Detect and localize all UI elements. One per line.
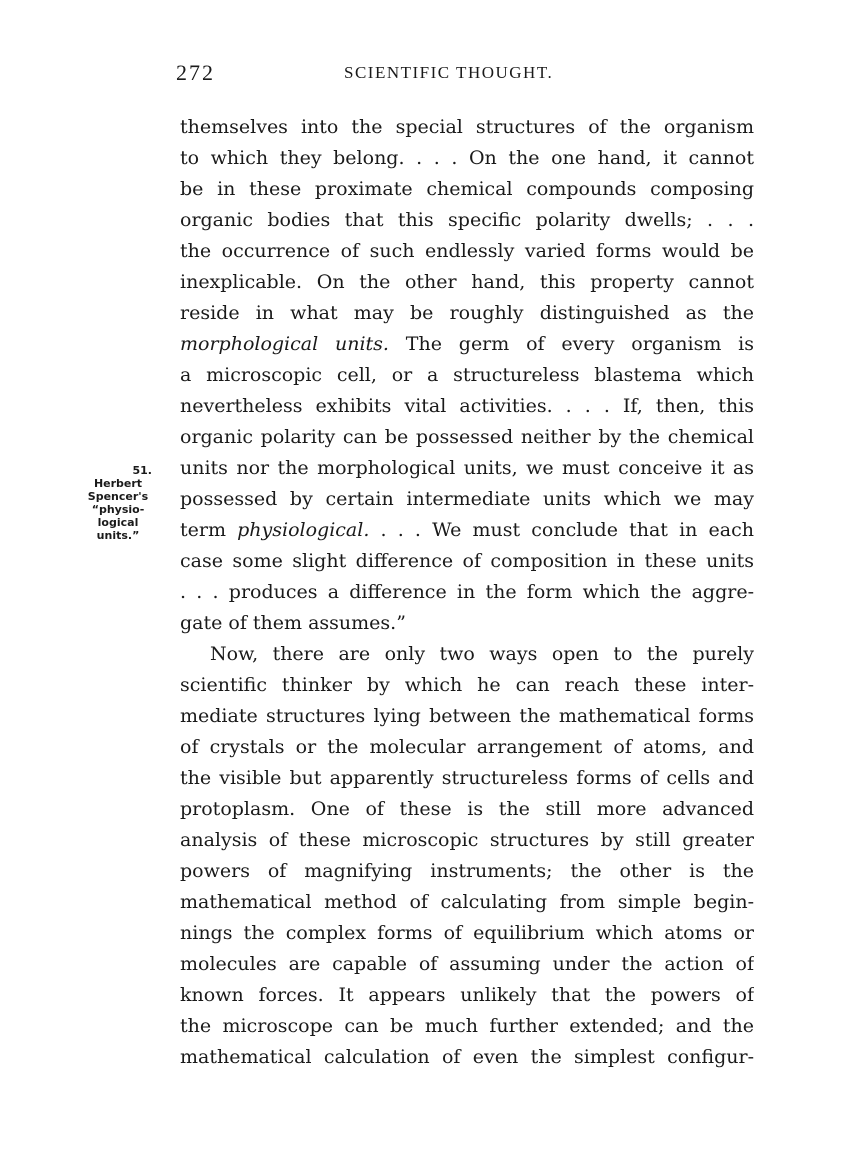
- running-head: [176, 60, 750, 90]
- text-line: analysis of these microscopic structures by still greater: [180, 829, 754, 851]
- text-line: themselves into the special structures of the organism: [180, 116, 754, 138]
- text-line: the visible but apparently structureless forms of cells and: [180, 767, 754, 789]
- text-line: nings the complex forms of equilibrium which atoms or: [180, 922, 754, 944]
- margin-note-line: “physio-: [91, 503, 145, 516]
- text-line: case some slight difference of composition in these units: [180, 550, 754, 572]
- text-line: molecules are capable of assuming under the action of: [180, 953, 754, 975]
- italic-text: physiological.: [237, 519, 370, 541]
- margin-note-line: units.”: [96, 529, 140, 542]
- text-line: scientific thinker by which he can reach these inter-: [180, 674, 754, 696]
- italic-text: morphological units.: [180, 333, 389, 355]
- text-run: . . . We must conclude that in each: [369, 519, 754, 541]
- text-line: nevertheless exhibits vital activities. . . . If, then, this: [180, 395, 754, 417]
- text-line: organic bodies that this specific polarity dwells; . . .: [180, 209, 754, 231]
- text-run: The germ of every organism is: [388, 333, 754, 355]
- text-line: of crystals or the molecular arrangement of atoms, and: [180, 736, 754, 758]
- text-line: possessed by certain intermediate units which we may: [180, 488, 754, 510]
- text-line: [180, 515, 754, 546]
- text-line: a microscopic cell, or a structureless blastema which: [180, 364, 754, 386]
- margin-note-line: Spencer's: [87, 490, 149, 503]
- margin-note: [78, 464, 158, 542]
- text-line: protoplasm. One of these is the still more advanced: [180, 798, 754, 820]
- margin-note-number: 51.: [132, 464, 152, 477]
- running-title: SCIENTIFIC THOUGHT.: [344, 63, 554, 82]
- text-line: units nor the morphological units, we must conceive it as: [180, 457, 754, 479]
- margin-note-line: Herbert: [93, 477, 143, 490]
- text-line: organic polarity can be possessed neither by the chemical: [180, 426, 754, 448]
- text-line: inexplicable. On the other hand, this property cannot: [180, 271, 754, 293]
- text-line: to which they belong. . . . On the one hand, it cannot: [180, 147, 754, 169]
- body-text: [180, 112, 754, 1073]
- page-number: 272: [176, 60, 215, 85]
- text-line: mediate structures lying between the mathematical forms: [180, 705, 754, 727]
- text-line: the occurrence of such endlessly varied forms would be: [180, 240, 754, 262]
- text-line: mathematical calculation of even the simplest configur-: [180, 1046, 754, 1068]
- text-line: be in these proximate chemical compounds composing: [180, 178, 754, 200]
- text-line: reside in what may be roughly distinguished as the: [180, 302, 754, 324]
- text-line: . . . produces a difference in the form which the aggre-: [180, 581, 754, 603]
- text-line: [180, 329, 754, 360]
- text-run: term: [180, 519, 238, 541]
- text-line: powers of magnifying instruments; the other is the: [180, 860, 754, 882]
- text-line: known forces. It appears unlikely that the powers of: [180, 984, 754, 1006]
- paragraph-start: Now, there are only two ways open to the purely: [210, 643, 754, 665]
- text-line: mathematical method of calculating from simple begin-: [180, 891, 754, 913]
- text-line: gate of them assumes.”: [180, 612, 406, 634]
- text-line: the microscope can be much further extended; and the: [180, 1015, 754, 1037]
- margin-note-line: logical: [97, 516, 139, 529]
